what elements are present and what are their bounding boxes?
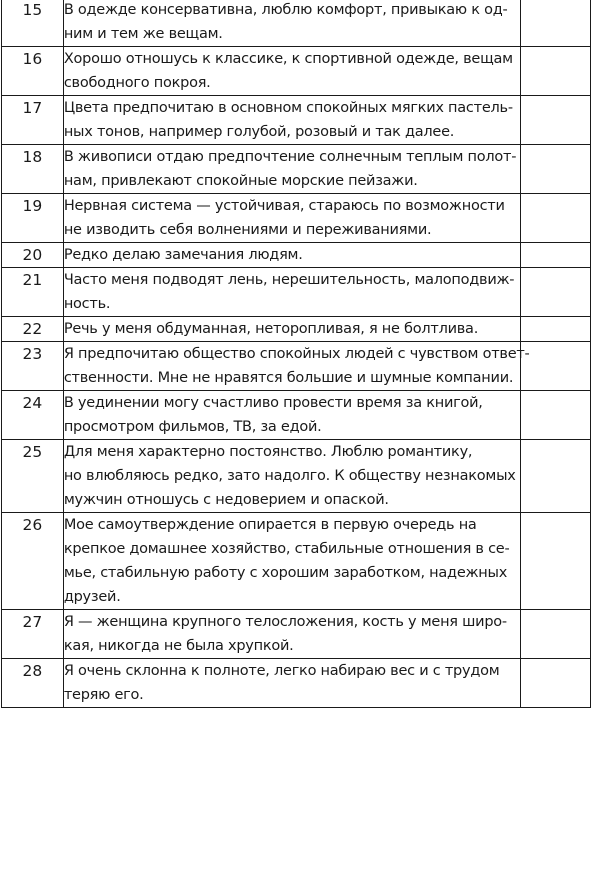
- answer-cell[interactable]: [521, 342, 591, 391]
- row-number: 23: [2, 342, 64, 391]
- statement-line: В одежде консервативна, люблю комфорт, привыкаю к од-: [63, 2, 508, 18]
- row-number: 27: [2, 610, 64, 659]
- table-row: [2, 317, 591, 342]
- row-number: 16: [2, 47, 64, 96]
- statement-text: [63, 194, 520, 243]
- statement-line: не изводить себя волнениями и переживаниями.: [63, 222, 432, 238]
- answer-cell[interactable]: [521, 391, 591, 440]
- answer-cell[interactable]: [521, 317, 591, 342]
- statement-text: [63, 610, 520, 659]
- statement-line: мье, стабильную работу с хорошим заработком, надежных: [63, 565, 508, 581]
- answer-cell[interactable]: [521, 610, 591, 659]
- statement-text: [63, 243, 520, 268]
- row-number: 24: [2, 391, 64, 440]
- row-number: 28: [2, 659, 64, 708]
- statement-line: Для меня характерно постоянство. Люблю романтику,: [63, 444, 473, 460]
- statement-line: просмотром фильмов, ТВ, за едой.: [63, 419, 322, 435]
- statement-text: [63, 96, 520, 145]
- answer-cell[interactable]: [521, 0, 591, 47]
- statement-text: [63, 391, 520, 440]
- statement-text: [63, 659, 520, 708]
- answer-cell[interactable]: [521, 47, 591, 96]
- answer-cell[interactable]: [521, 513, 591, 610]
- row-number: 20: [2, 243, 64, 268]
- statement-line: но влюбляюсь редко, зато надолго. К обществу незнакомых: [63, 468, 516, 484]
- statement-text: [63, 47, 520, 96]
- answer-cell[interactable]: [521, 440, 591, 513]
- row-number: 26: [2, 513, 64, 610]
- row-number: 21: [2, 268, 64, 317]
- statement-line: свободного покроя.: [63, 75, 211, 91]
- statement-line: В живописи отдаю предпочтение солнечным теплым полот-: [63, 149, 517, 165]
- answer-cell[interactable]: [521, 243, 591, 268]
- row-number: 25: [2, 440, 64, 513]
- statement-line: крепкое домашнее хозяйство, стабильные отношения в се-: [63, 541, 510, 557]
- statement-line: мужчин отношусь с недоверием и опаской.: [63, 492, 389, 508]
- statement-table: [1, 0, 591, 708]
- statement-line: Цвета предпочитаю в основном спокойных мягких пастель-: [63, 100, 513, 116]
- statement-line: ним и тем же вещам.: [63, 26, 223, 42]
- statement-line: друзей.: [63, 589, 121, 605]
- table-row: [2, 96, 591, 145]
- statement-line: ных тонов, например голубой, розовый и так далее.: [63, 124, 455, 140]
- statement-text: [63, 145, 520, 194]
- answer-cell[interactable]: [521, 194, 591, 243]
- row-number: 17: [2, 96, 64, 145]
- row-number: 15: [2, 0, 64, 47]
- statement-line: ность.: [63, 296, 111, 312]
- table-row: [2, 659, 591, 708]
- statement-line: Речь у меня обдуманная, неторопливая, я не болтлива.: [63, 321, 479, 337]
- statement-line: нам, привлекают спокойные морские пейзажи.: [63, 173, 418, 189]
- table-row: [2, 513, 591, 610]
- table-row: [2, 145, 591, 194]
- statement-text: [63, 317, 520, 342]
- statement-line: ственности. Мне не нравятся большие и шумные компании.: [63, 370, 514, 386]
- answer-cell[interactable]: [521, 659, 591, 708]
- table-row: [2, 243, 591, 268]
- answer-cell[interactable]: [521, 145, 591, 194]
- statement-text: [63, 513, 520, 610]
- statement-line: кая, никогда не была хрупкой.: [63, 638, 294, 654]
- statement-line: Редко делаю замечания людям.: [63, 247, 303, 263]
- answer-cell[interactable]: [521, 96, 591, 145]
- statement-line: Я — женщина крупного телосложения, кость у меня широ-: [63, 614, 507, 630]
- table-row: [2, 610, 591, 659]
- statement-text: [63, 342, 530, 391]
- table-row: [2, 47, 591, 96]
- statement-line: В уединении могу счастливо провести время за книгой,: [63, 395, 483, 411]
- table-row: [2, 268, 591, 317]
- statement-line: Мое самоутверждение опирается в первую очередь на: [63, 517, 477, 533]
- row-number: 19: [2, 194, 64, 243]
- statement-line: теряю его.: [63, 687, 144, 703]
- statement-line: Нервная система — устойчивая, стараюсь по возможности: [63, 198, 505, 214]
- table-row: [2, 440, 591, 513]
- statement-line: Я очень склонна к полноте, легко набираю вес и с трудом: [63, 663, 500, 679]
- statement-line: Часто меня подводят лень, нерешительность, малоподвиж-: [63, 272, 515, 288]
- statement-text: [63, 440, 520, 513]
- statement-table-body: [2, 0, 591, 708]
- table-row: [2, 391, 591, 440]
- statement-line: Я предпочитаю общество спокойных людей с чувством ответ-: [63, 346, 530, 362]
- statement-line: Хорошо отношусь к классике, к спортивной одежде, вещам: [63, 51, 513, 67]
- statement-text: [63, 0, 520, 47]
- row-number: 18: [2, 145, 64, 194]
- row-number: 22: [2, 317, 64, 342]
- statement-text: [63, 268, 520, 317]
- table-row: [2, 194, 591, 243]
- answer-cell[interactable]: [521, 268, 591, 317]
- table-row: [2, 0, 591, 47]
- table-row: [2, 342, 591, 391]
